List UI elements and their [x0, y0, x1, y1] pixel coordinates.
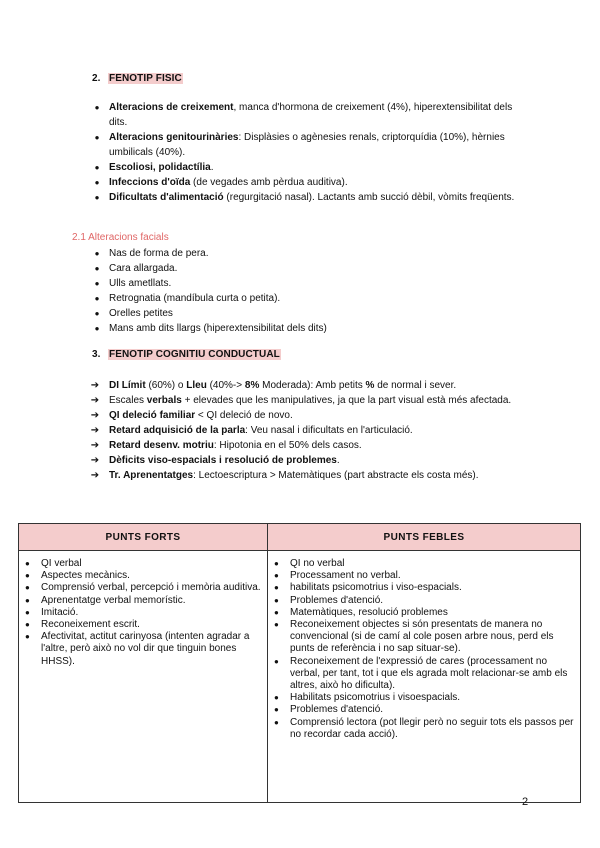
- fenotip-fisic-list: [94, 100, 529, 205]
- list-item: ● Nas de forma de pera.: [109, 246, 529, 261]
- list-item: ● Problemes d'atenció.: [274, 594, 384, 606]
- bullet-icon: ●: [274, 705, 279, 715]
- punts-forts-list: [23, 558, 263, 668]
- bullet-icon: ●: [274, 620, 279, 630]
- list-item: ● Mans amb dits llargs (hiperextensibilitat dels dits): [109, 321, 529, 336]
- bullet-icon: ●: [25, 583, 30, 593]
- section-title: FENOTIP FISIC: [109, 73, 182, 84]
- section-heading-fenotip-fisic: [92, 73, 183, 84]
- list-item: ● QI no verbal: [274, 558, 345, 569]
- punts-forts-febles-table: [18, 523, 581, 803]
- bullet-icon: ●: [94, 178, 100, 187]
- bullet-icon: ●: [94, 133, 100, 142]
- bullet-icon: ●: [274, 607, 279, 617]
- list-item: ● Aspectes mecànics.: [25, 570, 130, 582]
- list-item: ➔ Tr. Aprenentatges: Lectoescriptura > Matemàtiques (part abstracte els costa més).: [90, 470, 479, 481]
- bullet-icon: ●: [94, 279, 100, 288]
- table-row: [19, 551, 581, 803]
- arrow-right-icon: ➔: [90, 425, 100, 436]
- bullet-icon: ●: [94, 103, 100, 112]
- fenotip-cognitiu-list: [90, 378, 529, 483]
- punts-forts-cell: [19, 551, 268, 803]
- list-item: ● Alteracions de creixement, manca d'hormona de creixement (4%), hiperextensibilitat dels dits.: [109, 100, 529, 130]
- list-item: ● Orelles petites: [109, 306, 529, 321]
- list-item: ● Ulls ametllats.: [109, 276, 529, 291]
- list-item: ● Cara allargada.: [109, 261, 529, 276]
- bullet-icon: ●: [25, 559, 30, 568]
- arrow-right-icon: ➔: [90, 455, 100, 466]
- bullet-icon: ●: [274, 656, 279, 666]
- arrow-right-icon: ➔: [90, 380, 100, 391]
- list-item: ● Reconeixement de l'expressió de cares (processament no verbal, per tant, tot i que els agrada molt relacionar-se amb els altres, això ho dificulta).: [274, 655, 568, 692]
- bullet-icon: ●: [94, 264, 100, 273]
- list-item: ● Processament no verbal.: [274, 570, 401, 582]
- bullet-icon: ●: [94, 249, 100, 258]
- list-item: ● Dificultats d'alimentació (regurgitació nasal). Lactants amb succió dèbil, vòmits freqüents.: [109, 190, 529, 205]
- list-item: ● Retrognatia (mandíbula curta o petita).: [109, 291, 529, 306]
- section-title: FENOTIP COGNITIU CONDUCTUAL: [109, 349, 280, 360]
- list-item: ● Afectivitat, actitut carinyosa (intenten agradar a l'altre, però això no vol dir que tinguin bones HHSS).: [25, 631, 250, 667]
- bullet-icon: ●: [25, 571, 30, 581]
- bullet-icon: ●: [94, 163, 100, 172]
- list-item: ● Problemes d'atenció.: [274, 704, 384, 716]
- bullet-icon: ●: [94, 193, 100, 202]
- arrow-right-icon: ➔: [90, 395, 100, 406]
- list-item: ● Alteracions genitourinàries: Displàsies o agènesies renals, criptorquídia (10%), hèrnies umbilicals (40%).: [109, 130, 529, 160]
- bullet-icon: ●: [94, 324, 100, 333]
- section-number: 2.: [92, 73, 101, 84]
- bullet-icon: ●: [25, 620, 30, 630]
- list-item: ● QI verbal: [25, 558, 82, 569]
- list-item: ➔ Dèficits viso-espacials i resolució de problemes.: [90, 455, 340, 466]
- punts-febles-cell: [268, 551, 581, 803]
- bullet-icon: ●: [274, 571, 279, 581]
- bullet-icon: ●: [274, 717, 279, 727]
- section-number: 3.: [92, 349, 101, 360]
- list-item: ➔ Retard desenv. motriu: Hipotonia en el 50% dels casos.: [90, 440, 362, 451]
- bullet-icon: ●: [94, 294, 100, 303]
- punts-febles-list: [272, 558, 576, 741]
- list-item: ➔ Escales verbals + elevades que les manipulatives, ja que la part visual està més afectada.: [90, 395, 512, 406]
- bullet-icon: ●: [25, 632, 30, 642]
- header-punts-febles: PUNTS FEBLES: [268, 524, 581, 551]
- arrow-right-icon: ➔: [90, 410, 100, 421]
- list-item: ● Comprensió lectora (pot llegir però no seguir tots els passos per no recordar cada acció).: [274, 716, 574, 740]
- list-item: ➔ QI deleció familiar < QI deleció de novo.: [90, 410, 293, 421]
- list-item: ● Imitació.: [25, 606, 79, 618]
- page-number: 2: [522, 796, 529, 808]
- list-item: ● Matemàtiques, resolució problemes: [274, 606, 448, 618]
- list-item: ● Comprensió verbal, percepció i memòria auditiva.: [25, 582, 261, 594]
- alteracions-facials-list: [94, 246, 529, 336]
- arrow-right-icon: ➔: [90, 440, 100, 451]
- bullet-icon: ●: [94, 309, 100, 318]
- list-item: ● Aprenentatge verbal memorístic.: [25, 594, 186, 606]
- list-item: ● Escoliosi, polidactília.: [109, 160, 529, 175]
- bullet-icon: ●: [274, 693, 279, 703]
- bullet-icon: ●: [25, 607, 30, 617]
- list-item: ● Habilitats psicomotrius i visoespacials.: [274, 692, 461, 704]
- list-item: ➔ Retard adquisició de la parla: Veu nasal i dificultats en l'articulació.: [90, 425, 413, 436]
- section-heading-fenotip-cognitiu: [92, 349, 281, 360]
- list-item: ● Reconeixement objectes si són presentats de manera no convencional (si de camí al cole posen arbre nous, perd els punts de referència i no sap situar-se).: [274, 619, 554, 655]
- arrow-right-icon: ➔: [90, 470, 100, 481]
- list-item: ● Infeccions d'oïda (de vegades amb pèrdua auditiva).: [109, 175, 529, 190]
- table-header-row: [19, 524, 581, 551]
- bullet-icon: ●: [274, 559, 279, 568]
- subsection-heading-alteracions-facials: 2.1 Alteracions facials: [72, 232, 169, 243]
- bullet-icon: ●: [274, 583, 279, 593]
- bullet-icon: ●: [274, 595, 279, 605]
- list-item: ➔ DI Límit (60%) o Lleu (40%-> 8% Moderada): Amb petits % de normal i sever.: [90, 380, 457, 391]
- header-punts-forts: PUNTS FORTS: [19, 524, 268, 551]
- list-item: ● Reconeixement escrit.: [25, 619, 140, 631]
- list-item: ● habilitats psicomotrius i viso-espacials.: [274, 582, 462, 594]
- bullet-icon: ●: [25, 595, 30, 605]
